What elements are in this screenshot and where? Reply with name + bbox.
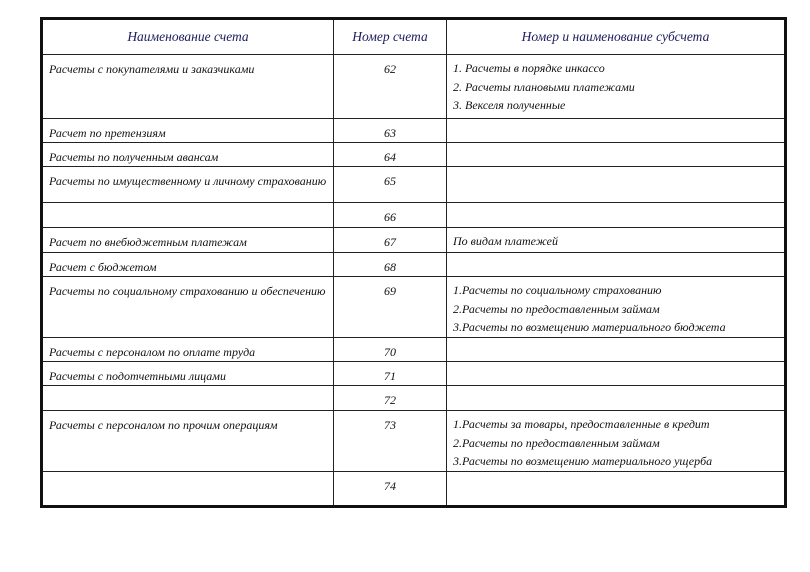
table-row [42,167,786,203]
table-row [42,119,786,143]
subaccount-item: 1.Расчеты по социальному страхованию [453,283,662,297]
subaccounts [447,362,786,386]
table-row [42,55,786,119]
subaccount-item: 2.Расчеты по предоставленным займам [453,435,660,450]
subaccounts [447,386,786,411]
table-row [42,253,786,277]
account-name: Расчеты с персоналом по прочим операциям [42,411,334,472]
account-number: 69 [334,277,447,338]
header-account-name: Наименование счета [42,19,334,55]
subaccount-item: По видам платежей [453,234,559,248]
header-row [42,19,786,55]
account-name [42,471,334,506]
account-number: 74 [334,471,447,506]
subaccounts [447,143,786,167]
account-name: Расчеты с покупателями и заказчиками [42,55,334,119]
account-name: Расчет по внебюджетным платежам [42,228,334,253]
subaccounts [447,277,786,338]
subaccount-item: 3.Расчеты по возмещению материального ущерба [453,454,713,468]
account-name: Расчет с бюджетом [42,253,334,277]
table-row [42,362,786,386]
subaccounts [447,253,786,277]
subaccounts [447,55,786,119]
account-number: 63 [334,119,447,143]
account-name: Расчеты по имущественному и личному страхованию [42,167,334,203]
account-number: 72 [334,386,447,411]
subaccounts [447,228,786,253]
subaccounts [447,338,786,362]
subaccount-item: 2.Расчеты по предоставленным займам [453,301,660,316]
header-subaccount: Номер и наименование субсчета [447,19,786,55]
account-number: 64 [334,143,447,167]
account-name: Расчеты с персоналом по оплате труда [42,338,334,362]
table-row [42,411,786,472]
subaccount-item: 3. Векселя полученные [453,98,566,112]
table-row [42,471,786,506]
account-name [42,203,334,228]
table-row [42,338,786,362]
account-number: 70 [334,338,447,362]
account-name: Расчеты по социальному страхованию и обеспечению [42,277,334,338]
subaccounts [447,203,786,228]
subaccounts [447,411,786,472]
account-name [42,386,334,411]
table-row [42,228,786,253]
accounts-table [40,17,787,508]
account-number: 62 [334,55,447,119]
account-name: Расчеты с подотчетными лицами [42,362,334,386]
table-row [42,203,786,228]
account-number: 71 [334,362,447,386]
subaccounts [447,119,786,143]
account-number: 73 [334,411,447,472]
table-row [42,386,786,411]
subaccounts [447,471,786,506]
account-number: 68 [334,253,447,277]
subaccount-item: 2. Расчеты плановыми платежами [453,79,635,94]
subaccount-item: 1. Расчеты в порядке инкассо [453,61,605,75]
account-number: 66 [334,203,447,228]
subaccounts [447,167,786,203]
header-account-number: Номер счета [334,19,447,55]
account-number: 67 [334,228,447,253]
subaccount-item: 1.Расчеты за товары, предоставленные в кредит [453,417,710,431]
account-name: Расчеты по полученным авансам [42,143,334,167]
table-row [42,277,786,338]
account-name: Расчет по претензиям [42,119,334,143]
subaccount-item: 3.Расчеты по возмещению материального бюджета [453,320,726,334]
account-number: 65 [334,167,447,203]
table-row [42,143,786,167]
